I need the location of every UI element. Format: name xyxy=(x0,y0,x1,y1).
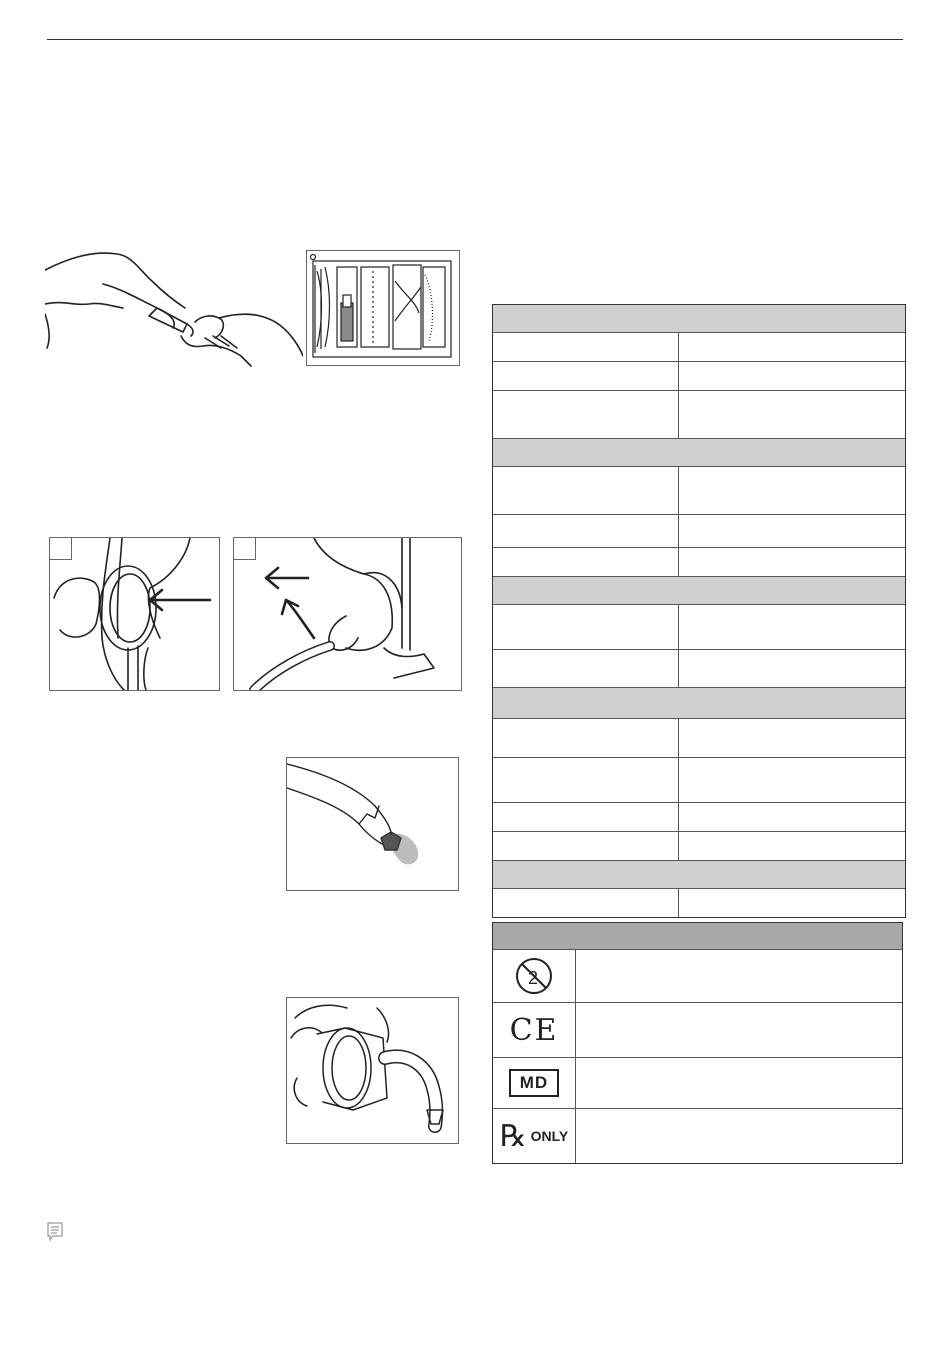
symbols-table-header xyxy=(493,923,902,950)
device-filter-figure xyxy=(306,250,460,366)
table-row xyxy=(493,650,905,688)
symbol-description xyxy=(576,950,902,1002)
table-row xyxy=(493,605,905,650)
symbol-description xyxy=(576,1058,902,1108)
table-cell xyxy=(679,548,905,576)
symbol-row xyxy=(493,1058,902,1109)
step-a-figure xyxy=(49,537,220,691)
table-cell xyxy=(493,803,679,831)
symbol-description xyxy=(576,1003,902,1057)
table-cell xyxy=(679,803,905,831)
table-cell xyxy=(493,605,679,649)
table-cell xyxy=(493,391,679,438)
rx-glyph: ℞ xyxy=(499,1118,527,1154)
symbol-icon-cell xyxy=(493,1109,576,1163)
hose-end-figure xyxy=(286,757,459,891)
table-cell xyxy=(493,333,679,361)
symbol-row xyxy=(493,1003,902,1058)
table-row xyxy=(493,515,905,548)
table-cell xyxy=(493,650,679,687)
table-cell xyxy=(679,719,905,757)
table-cell xyxy=(493,889,679,917)
table-row xyxy=(493,889,905,917)
table-cell xyxy=(679,650,905,687)
table-section-header xyxy=(493,688,905,719)
step-b-figure xyxy=(233,537,462,691)
table-section-header xyxy=(493,439,905,467)
table-row xyxy=(493,758,905,803)
table-cell xyxy=(493,548,679,576)
svg-text:2: 2 xyxy=(528,968,539,988)
table-row xyxy=(493,362,905,391)
step-number-box xyxy=(234,538,256,560)
table-row xyxy=(493,832,905,861)
rx-only-icon xyxy=(500,1119,569,1154)
only-label: ONLY xyxy=(530,1128,569,1144)
table-cell xyxy=(679,362,905,390)
table-cell xyxy=(679,832,905,860)
symbol-icon-cell xyxy=(493,950,576,1002)
table-row xyxy=(493,719,905,758)
table-row xyxy=(493,548,905,577)
symbol-description xyxy=(576,1109,902,1163)
md-icon: MD xyxy=(509,1069,559,1097)
symbols-table xyxy=(492,922,903,1164)
table-row xyxy=(493,333,905,362)
symbol-icon-cell xyxy=(493,1003,576,1057)
table-row xyxy=(493,391,905,439)
symbol-icon-cell xyxy=(493,1058,576,1108)
table-row xyxy=(493,467,905,515)
table-cell xyxy=(493,719,679,757)
table-cell xyxy=(493,362,679,390)
table-section-header xyxy=(493,861,905,889)
symbol-row xyxy=(493,950,902,1003)
mask-hose-figure xyxy=(286,997,459,1144)
table-cell xyxy=(679,333,905,361)
table-cell xyxy=(679,605,905,649)
hose-connect-figure xyxy=(45,248,303,368)
table-cell xyxy=(679,889,905,917)
note-icon xyxy=(47,1222,63,1242)
symbol-row xyxy=(493,1109,902,1163)
specifications-table xyxy=(492,304,906,918)
step-number-box xyxy=(50,538,72,560)
table-cell xyxy=(493,467,679,514)
table-cell xyxy=(679,515,905,547)
table-section-header xyxy=(493,305,905,333)
table-cell xyxy=(493,515,679,547)
table-cell xyxy=(493,832,679,860)
table-section-header xyxy=(493,577,905,605)
table-row xyxy=(493,803,905,832)
top-rule xyxy=(47,39,903,40)
table-cell xyxy=(679,467,905,514)
table-cell xyxy=(679,391,905,438)
table-cell xyxy=(679,758,905,802)
table-cell xyxy=(493,758,679,802)
do-not-reuse-icon xyxy=(514,956,554,996)
ce-mark-icon: CE xyxy=(509,1012,559,1048)
